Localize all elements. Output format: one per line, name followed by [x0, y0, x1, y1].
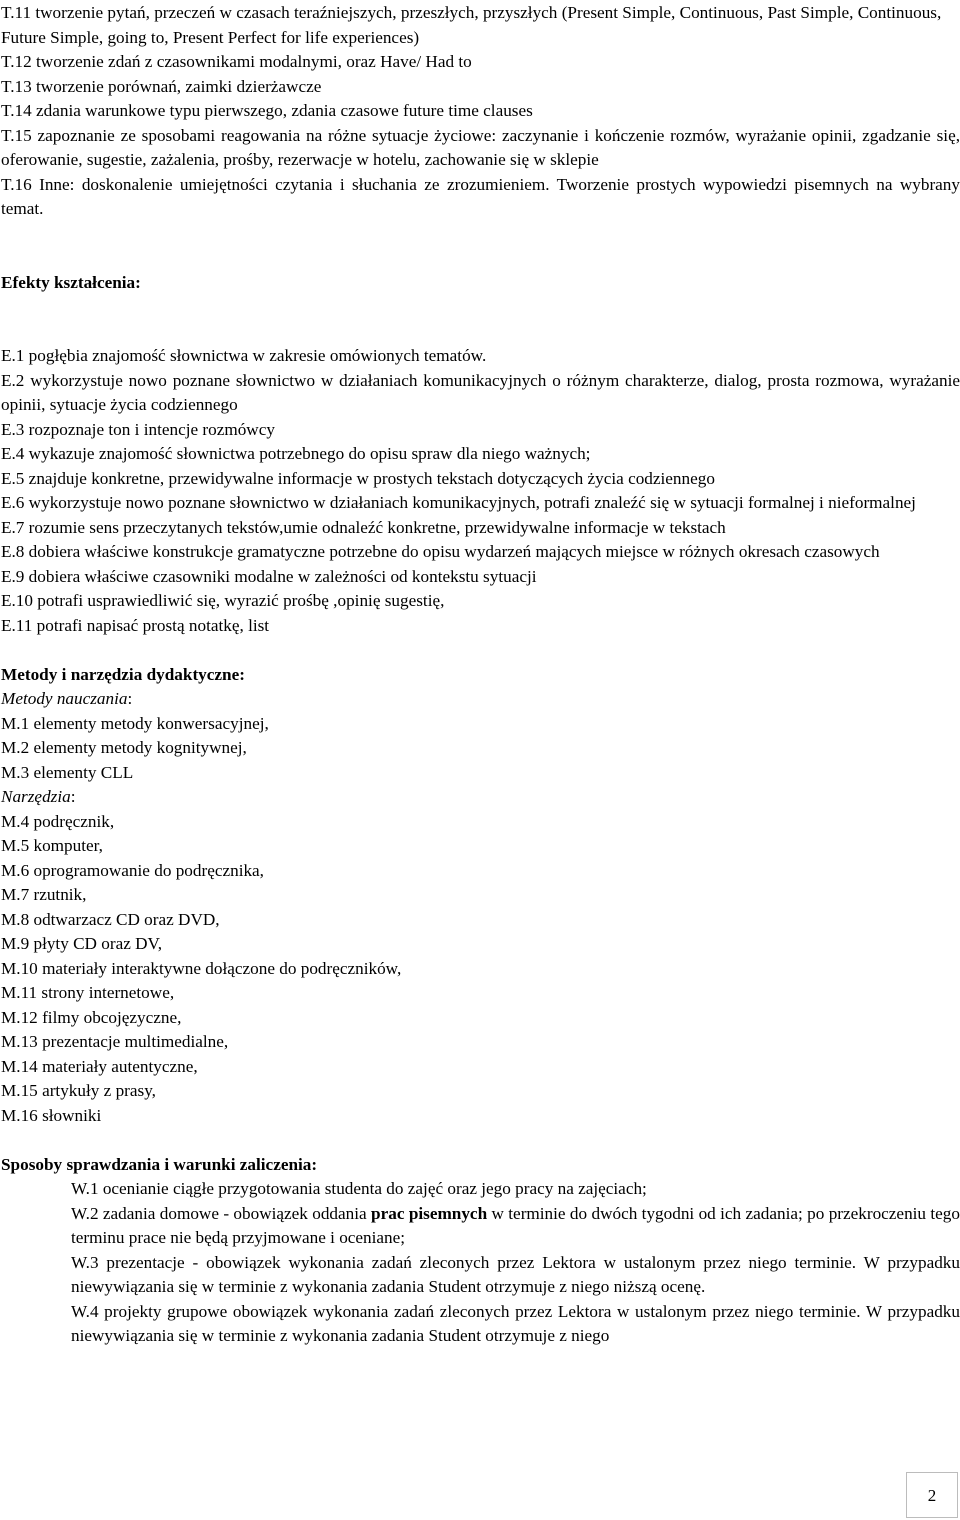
methods-label — [1, 687, 960, 712]
tools-label-colon: : — [70, 787, 76, 806]
method-item: M.3 elementy CLL — [1, 762, 134, 782]
assessment-heading: Sposoby sprawdzania i warunki zaliczenia: — [1, 1154, 318, 1174]
topic-item: T.11 tworzenie pytań, przeczeń w czasach teraźniejszych, przeszłych, przyszłych (Present Simple, Continuous, Past Simple, Continuous, Future Simple, going to, Present Perfect for life experiences) — [1, 3, 942, 47]
outcome-item: E.5 znajduje konkretne, przewidywalne informacje w prostych tekstach dotyczących życia codziennego — [1, 468, 715, 488]
outcome-item: E.3 rozpoznaje ton i intencje rozmówcy — [1, 419, 275, 439]
topic-item: T.14 zdania warunkowe typu pierwszego, zdania czasowe future time clauses — [1, 101, 533, 120]
tool-item: M.9 płyty CD oraz DV, — [1, 934, 163, 953]
method-item: M.2 elementy metody kognitywnej, — [1, 738, 247, 757]
topic-item: T.13 tworzenie porównań, zaimki dzierżawcze — [1, 76, 322, 96]
topic-item: T.16 Inne: doskonalenie umiejętności czytania i słuchania ze zrozumieniem. Tworzenie prostych wypowiedzi pisemnych na wybrany temat. — [1, 174, 960, 218]
tool-item: M.15 artykuły z prasy, — [1, 1081, 156, 1100]
outcome-item: E.7 rozumie sens przeczytanych tekstów,umie odnaleźć konkretne, przewidywalne informacje w tekstach — [1, 517, 726, 537]
outcome-item: E.10 potrafi usprawiedliwić się, wyrazić prośbę ,opinię sugestię, — [1, 591, 445, 610]
assessment-item — [1, 1202, 960, 1251]
tool-item: M.11 strony internetowe, — [1, 983, 175, 1002]
outcomes-list — [1, 344, 960, 638]
tool-item: M.5 komputer, — [1, 836, 103, 855]
tools-label-text: Narzędzia — [1, 787, 71, 806]
tool-item: M.14 materiały autentyczne, — [1, 1056, 198, 1076]
outcome-item: E.1 pogłębia znajomość słownictwa w zakresie omówionych tematów. — [1, 346, 487, 365]
methods-label-text: Metody nauczania — [1, 689, 128, 708]
outcome-item: E.2 wykorzystuje nowo poznane słownictwo w działaniach komunikacyjnych o różnym charakterze, dialog, prosta rozmowa, wyrażanie opinii, sytuacje życia codziennego — [1, 370, 960, 414]
method-items-list — [1, 712, 960, 786]
tool-item: M.7 rzutnik, — [1, 885, 87, 904]
outcome-item: E.11 potrafi napisać prostą notatkę, list — [1, 615, 270, 635]
tool-items-list — [1, 810, 960, 1129]
methods-heading: Metody i narzędzia dydaktyczne: — [1, 664, 245, 684]
assessment-w2-before: W.2 zadania domowe - obowiązek oddania — [71, 1203, 372, 1223]
spacer — [1, 295, 960, 344]
outcome-item: E.4 wykazuje znajomość słownictwa potrzebnego do opisu spraw dla niego ważnych; — [1, 444, 591, 463]
outcome-item: E.6 wykorzystuje nowo poznane słownictwo w działaniach komunikacyjnych, potrafi znaleźć się w sytuacji formalnej i nieformalnej — [1, 493, 916, 512]
tool-item: M.13 prezentacje multimedialne, — [1, 1032, 229, 1051]
outcomes-heading: Efekty kształcenia: — [1, 272, 141, 292]
tool-item: M.8 odtwarzacz CD oraz DVD, — [1, 909, 220, 929]
tool-item: M.4 podręcznik, — [1, 811, 115, 831]
methods-label-colon: : — [127, 689, 133, 708]
assessment-w2-bold: prac pisemnych — [371, 1203, 488, 1223]
topic-item: T.15 zapoznanie ze sposobami reagowania na różne sytuacje życiowe: zaczynanie i kończenie rozmów, wyrażanie opinii, zgadzanie się, oferowanie, sugestie, zażalenia, prośby, rezerwacje w hotelu, zachowanie się w sklepie — [1, 125, 960, 169]
assessment-list — [1, 1177, 960, 1349]
topics-list — [1, 1, 960, 222]
topic-item: T.12 tworzenie zdań z czasownikami modalnymi, oraz Have/ Had to — [1, 52, 472, 71]
assessment-w2-after: w terminie do dwóch tygodni od ich zadania; po przekroczeniu tego terminu prace nie będą przyjmowane i oceniane; — [71, 1203, 960, 1247]
outcome-item: E.8 dobiera właściwe konstrukcje gramatyczne potrzebne do opisu wydarzeń mających miejsce w różnych okresach czasowych — [1, 542, 880, 561]
tool-item: M.10 materiały interaktywne dołączone do podręczników, — [1, 958, 402, 978]
tools-label — [1, 785, 960, 810]
spacer — [1, 222, 960, 271]
tool-item: M.6 oprogramowanie do podręcznika, — [1, 860, 264, 880]
tool-item: M.16 słowniki — [1, 1105, 102, 1125]
spacer — [1, 638, 960, 663]
assessment-item: W.4 projekty grupowe obowiązek wykonania zadań zleconych przez Lektora w ustalonym przez niego terminie. W przypadku niewywiązania się w terminie z wykonania zadania Student otrzymuje z niego — [71, 1301, 960, 1345]
method-item: M.1 elementy metody konwersacyjnej, — [1, 713, 269, 733]
tool-item: M.12 filmy obcojęzyczne, — [1, 1007, 182, 1027]
assessment-item: W.3 prezentacje - obowiązek wykonania zadań zleconych przez Lektora w ustalonym przez niego terminie. W przypadku niewywiązania się w terminie z wykonania zadania Student otrzymuje z niego niższą ocenę. — [71, 1252, 960, 1296]
page-number: 2 — [906, 1472, 958, 1518]
spacer — [1, 1128, 960, 1153]
outcome-item: E.9 dobiera właściwe czasowniki modalne w zależności od kontekstu sytuacji — [1, 566, 537, 586]
assessment-item: W.1 ocenianie ciągłe przygotowania studenta do zajęć oraz jego pracy na zajęciach; — [71, 1179, 647, 1198]
